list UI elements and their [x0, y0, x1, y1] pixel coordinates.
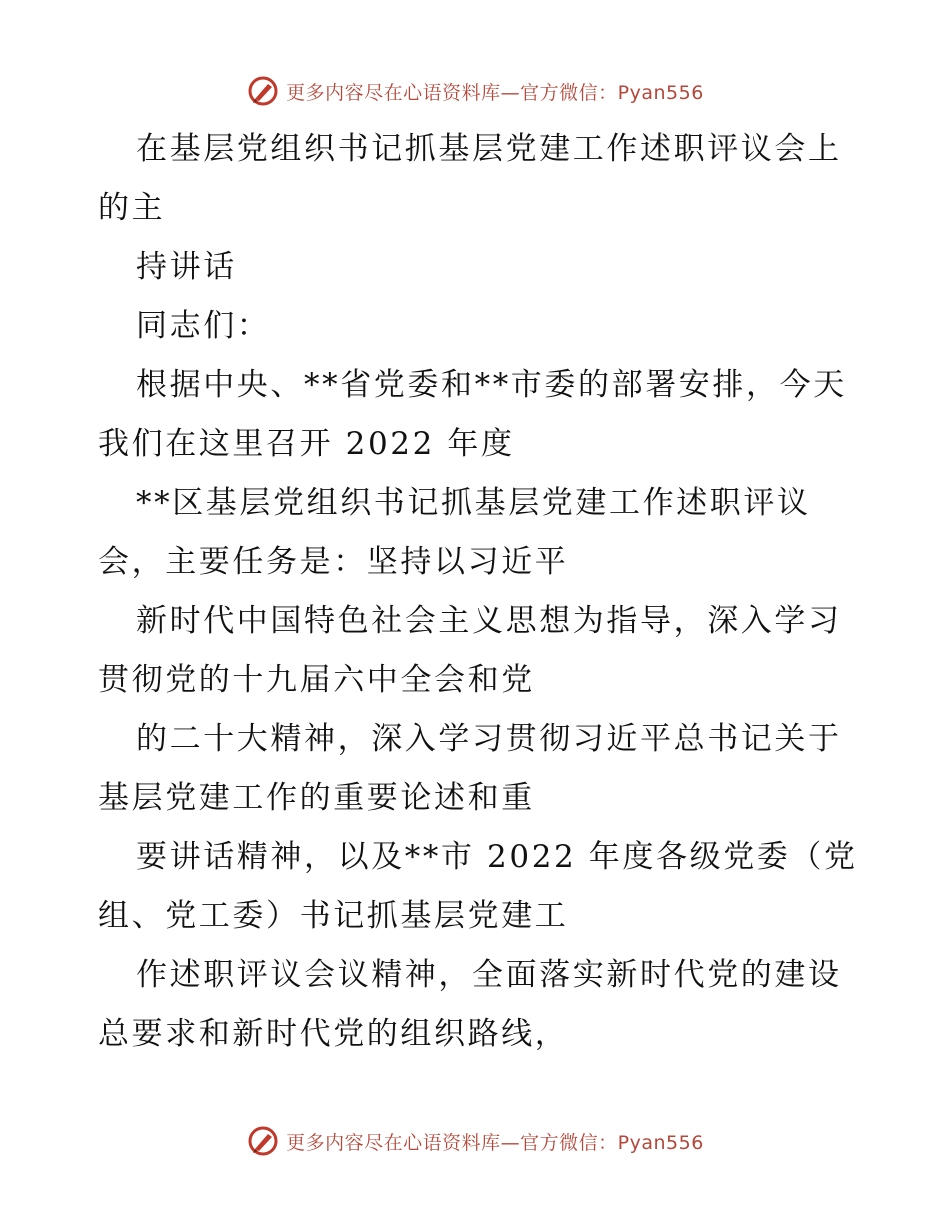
doc-line: 会，主要任务是：坚持以习近平	[98, 544, 569, 580]
footer-banner	[0, 1121, 950, 1161]
doc-line: 根据中央、**省党委和**市委的部署安排，今天	[136, 367, 847, 403]
doc-line: 基层党建工作的重要论述和重	[98, 780, 535, 816]
doc-line: 在基层党组织书记抓基层党建工作述职评议会上	[136, 131, 842, 167]
doc-line: 的主	[98, 190, 166, 226]
doc-line: 同志们：	[136, 308, 271, 344]
doc-line: 组、党工委）书记抓基层党建工	[98, 898, 569, 934]
doc-line: **区基层党组织书记抓基层党建工作述职评议	[136, 485, 811, 521]
doc-line: 的二十大精神，深入学习贯彻习近平总书记关于	[136, 721, 842, 757]
doc-line: 贯彻党的十九届六中全会和党	[98, 662, 535, 698]
pen-logo-icon	[246, 74, 280, 108]
doc-line: 要讲话精神，以及**市 2022 年度各级党委（党	[136, 839, 858, 875]
header-banner	[0, 71, 950, 111]
document-body	[98, 120, 858, 1064]
doc-line: 持讲话	[136, 249, 237, 285]
doc-line: 作述职评议会议精神，全面落实新时代党的建设	[136, 957, 842, 993]
doc-line: 总要求和新时代党的组织路线，	[98, 1016, 569, 1052]
doc-line: 新时代中国特色社会主义思想为指导，深入学习	[136, 603, 842, 639]
pen-logo-icon	[246, 1124, 280, 1158]
doc-line: 我们在这里召开 2022 年度	[98, 426, 515, 462]
header-banner-text: 更多内容尽在心语资料库—官方微信：Pyan556	[286, 81, 704, 104]
footer-banner-text: 更多内容尽在心语资料库—官方微信：Pyan556	[286, 1131, 704, 1154]
